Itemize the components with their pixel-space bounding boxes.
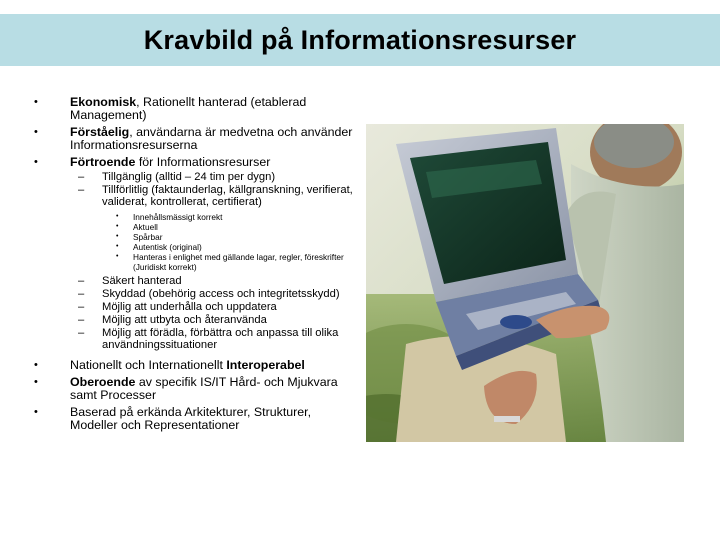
bullet-bold: Oberoende: [70, 375, 136, 389]
sub-sub-bullet-text: Innehållsmässigt korrekt: [133, 212, 223, 222]
bullet-bold: Interoperabel: [226, 358, 305, 372]
sub-sub-bullet-item: [34, 232, 354, 242]
title-band: [0, 14, 720, 66]
sub-sub-bullet-text: Aktuell: [133, 222, 158, 232]
sub-sub-bullet-item: [34, 252, 354, 272]
sub-bullet-text: Möjlig att förädla, förbättra och anpassa till olika användningssituationer: [102, 327, 339, 351]
laptop-user-photo: [366, 124, 684, 442]
sub-sub-bullet-text: Autentisk (original): [133, 242, 202, 252]
sub-bullet-text: Säkert hanterad: [102, 275, 182, 287]
bullet-marker: •: [34, 156, 38, 168]
bullet-text: , användarna är medvetna och använder Informationsresurserna: [70, 125, 353, 152]
bullet-content: [34, 96, 354, 436]
bullet-item: [34, 376, 354, 402]
bullet-marker: •: [116, 243, 119, 250]
sub-bullet-text: Tillförlitlig (faktaunderlag, källgranskning, verifierat, validerat, kontrollerat, certifierat): [102, 184, 353, 208]
bullet-text: , Rationellt hanterad (etablerad Management): [70, 95, 307, 122]
bullet-marker: •: [34, 376, 38, 388]
sub-sub-bullet-text: Spårbar: [133, 232, 163, 242]
sub-sub-bullet-text: Hanteras i enlighet med gällande lagar, regler, föreskrifter (Juridiskt korrekt): [133, 252, 344, 272]
bullet-marker: •: [116, 253, 119, 260]
sub-bullet-item: [34, 275, 354, 287]
bullet-text: Baserad på erkända Arkitekturer, Strukturer, Modeller och Representationer: [70, 405, 312, 432]
sub-bullet-text: Skyddad (obehörig access och integritetsskydd): [102, 288, 340, 300]
sub-bullet-item: [34, 327, 354, 351]
bullet-item: [34, 96, 354, 122]
sub-bullet-text: Tillgänglig (alltid – 24 tim per dygn): [102, 171, 276, 183]
bullet-marker: •: [34, 126, 38, 138]
bullet-text: Nationellt och Internationellt: [70, 358, 227, 372]
sub-bullet-item: [34, 301, 354, 313]
dash-marker: –: [78, 327, 85, 339]
bullet-marker: •: [34, 96, 38, 108]
dash-marker: –: [78, 184, 85, 196]
dash-marker: –: [78, 288, 85, 300]
bullet-bold: Förståelig: [70, 125, 130, 139]
sub-sub-bullet-item: [34, 212, 354, 222]
bullet-marker: •: [116, 233, 119, 240]
bullet-marker: •: [34, 359, 38, 371]
bullet-bold: Förtroende: [70, 155, 136, 169]
dash-marker: –: [78, 171, 85, 183]
sub-bullet-text: Möjlig att underhålla och uppdatera: [102, 301, 277, 313]
bullet-marker: •: [116, 223, 119, 230]
bullet-bold: Ekonomisk: [70, 95, 137, 109]
dash-marker: –: [78, 314, 85, 326]
photo-illustration: [366, 124, 684, 442]
sub-bullet-text: Möjlig att utbyta och återanvända: [102, 314, 267, 326]
sub-bullet-item: [34, 184, 354, 208]
bullet-item: [34, 406, 354, 432]
sub-bullet-item: [34, 314, 354, 326]
sub-bullet-item: [34, 171, 354, 183]
bullet-marker: •: [116, 213, 119, 220]
sub-sub-bullet-item: [34, 222, 354, 232]
bullet-item: [34, 359, 354, 372]
slide-title: Kravbild på Informationsresurser: [143, 24, 577, 55]
bullet-text: för Informationsresurser: [135, 155, 271, 169]
dash-marker: –: [78, 275, 85, 287]
bullet-text: av specifik IS/IT Hård- och Mjukvara samt Processer: [70, 375, 338, 402]
bullet-item: [34, 156, 354, 169]
sub-bullet-item: [34, 288, 354, 300]
bullet-marker: •: [34, 406, 38, 418]
sub-sub-bullet-item: [34, 242, 354, 252]
dash-marker: –: [78, 301, 85, 313]
bullet-item: [34, 126, 354, 152]
